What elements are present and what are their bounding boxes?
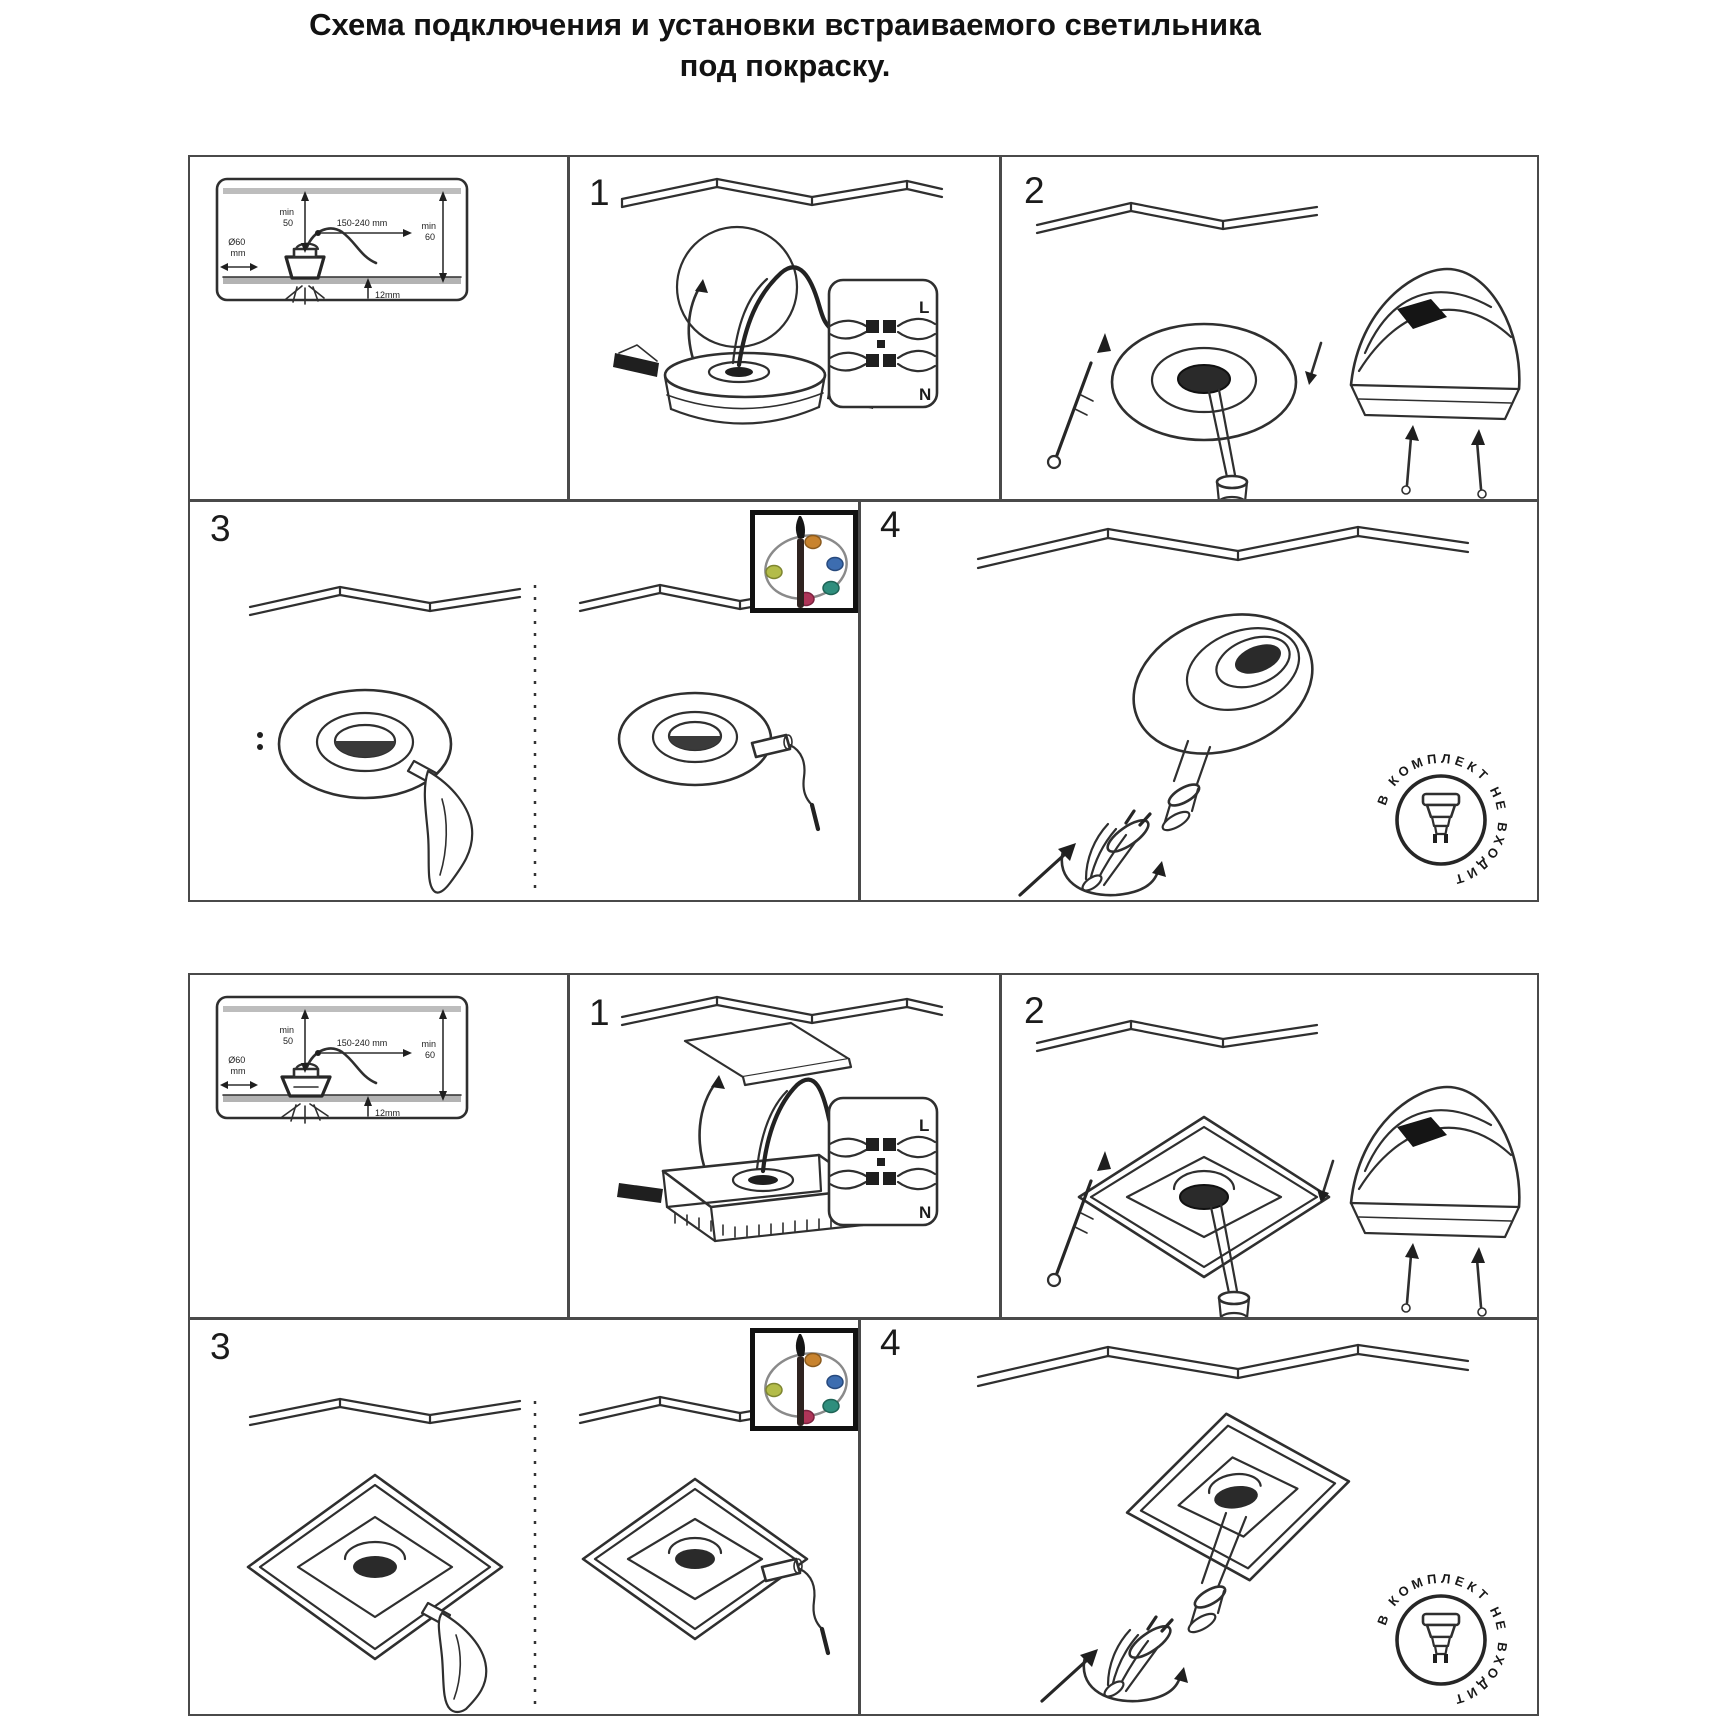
trim-square bbox=[583, 1479, 807, 1639]
gu10-lamp bbox=[1080, 811, 1153, 893]
live-label: L bbox=[919, 1116, 930, 1135]
screw-anchor bbox=[1048, 333, 1111, 468]
spec-cross-section-round bbox=[190, 157, 567, 499]
plaster-dome bbox=[1351, 269, 1519, 419]
gu10-lamp-icon bbox=[1423, 794, 1459, 843]
step2-round-panel bbox=[999, 157, 1537, 499]
cutout-panel bbox=[685, 1023, 851, 1085]
step1-round-panel bbox=[567, 157, 999, 499]
cable bbox=[739, 267, 830, 365]
down-arrow bbox=[1317, 1161, 1333, 1203]
ceiling-top-band bbox=[223, 1006, 461, 1012]
lamp-not-included-stamp bbox=[1370, 1567, 1512, 1710]
recess-depth-label: min 60 bbox=[421, 1039, 436, 1060]
spacing-label: 150-240 mm bbox=[336, 218, 388, 228]
paint-roller bbox=[762, 1559, 828, 1653]
spacing-label: 150-240 mm bbox=[336, 1038, 388, 1048]
diagram-grid-square bbox=[188, 973, 1539, 1716]
board-thickness-label: 12mm bbox=[375, 290, 401, 300]
spec-cross-section-square bbox=[190, 975, 567, 1317]
ceiling-zigzag bbox=[250, 587, 520, 615]
ceiling-zigzag bbox=[622, 997, 942, 1025]
installed-trim bbox=[1114, 591, 1332, 778]
ceiling-zigzag bbox=[1037, 203, 1317, 233]
live-label: L bbox=[919, 298, 930, 317]
ceiling-zigzag bbox=[978, 1345, 1468, 1386]
neutral-label: N bbox=[919, 1203, 932, 1222]
down-arrow bbox=[1305, 343, 1321, 385]
title-line1: Схема подключения и установки встраиваемого светильника bbox=[309, 7, 1261, 42]
ceiling-zigzag bbox=[622, 179, 942, 207]
board-thickness-label: 12mm bbox=[375, 1108, 401, 1118]
ceiling-zigzag bbox=[1037, 1021, 1317, 1051]
step-3-label: 3 bbox=[210, 508, 231, 549]
diagram-grid-round bbox=[188, 155, 1539, 902]
plaster-dome bbox=[1351, 1087, 1519, 1237]
insertion-arrow bbox=[1020, 843, 1076, 895]
step-1-label: 1 bbox=[589, 992, 610, 1033]
ceiling-board-band bbox=[223, 1095, 461, 1102]
ceiling-board-band bbox=[223, 277, 461, 284]
gu10-lamp-icon bbox=[1423, 1614, 1459, 1663]
insertion-arrow bbox=[1042, 1649, 1098, 1701]
putty-knife bbox=[422, 1603, 486, 1712]
terminal-box bbox=[829, 1098, 937, 1225]
dome-screws bbox=[1402, 425, 1486, 498]
trim-ring bbox=[1112, 324, 1296, 440]
lamp-not-included-stamp bbox=[1370, 747, 1512, 890]
paint-palette-icon bbox=[750, 510, 858, 613]
neutral-label: N bbox=[919, 385, 932, 404]
trim-ring bbox=[619, 693, 771, 785]
top-clearance-label: min 50 bbox=[279, 1025, 294, 1046]
installed-trim-square bbox=[1115, 1398, 1360, 1596]
title-line2: под покраску. bbox=[679, 48, 891, 83]
step1-square-panel bbox=[567, 975, 999, 1317]
hole-diameter-label: Ø60 mm bbox=[228, 1055, 246, 1076]
step-2-label: 2 bbox=[1024, 170, 1045, 211]
spring-tab bbox=[617, 1183, 663, 1203]
ribbed-edge bbox=[675, 1213, 831, 1237]
gu10-lamp bbox=[1102, 1617, 1175, 1699]
step-4-label: 4 bbox=[880, 1322, 901, 1363]
dome-screws bbox=[1402, 1243, 1486, 1316]
stamp-text: В КОМПЛЕКТ НЕ ВХОДИТ bbox=[1374, 750, 1511, 889]
ceiling-zigzag bbox=[978, 527, 1468, 568]
step-1-label: 1 bbox=[589, 172, 610, 213]
ceiling-top-band bbox=[223, 188, 461, 194]
step-2-label: 2 bbox=[1024, 990, 1045, 1031]
ceiling-zigzag bbox=[250, 1399, 520, 1425]
stamp-text: В КОМПЛЕКТ НЕ ВХОДИТ bbox=[1374, 1570, 1511, 1709]
screw-anchor bbox=[1048, 1151, 1111, 1286]
step-3-label: 3 bbox=[210, 1326, 231, 1367]
insert-arrow bbox=[700, 1081, 717, 1175]
recess-depth-label: min 60 bbox=[421, 221, 436, 242]
top-clearance-label: min 50 bbox=[279, 207, 294, 228]
ceiling-hole bbox=[677, 227, 797, 347]
hole-diameter-label: Ø60 mm bbox=[228, 237, 246, 258]
paint-roller bbox=[752, 735, 818, 829]
paint-palette-icon bbox=[750, 1328, 858, 1431]
step-4-label: 4 bbox=[880, 504, 901, 545]
step2-square-panel bbox=[999, 975, 1537, 1317]
terminal-box bbox=[829, 280, 937, 407]
trim-square bbox=[1079, 1117, 1329, 1277]
sheet-title bbox=[0, 4, 1570, 86]
